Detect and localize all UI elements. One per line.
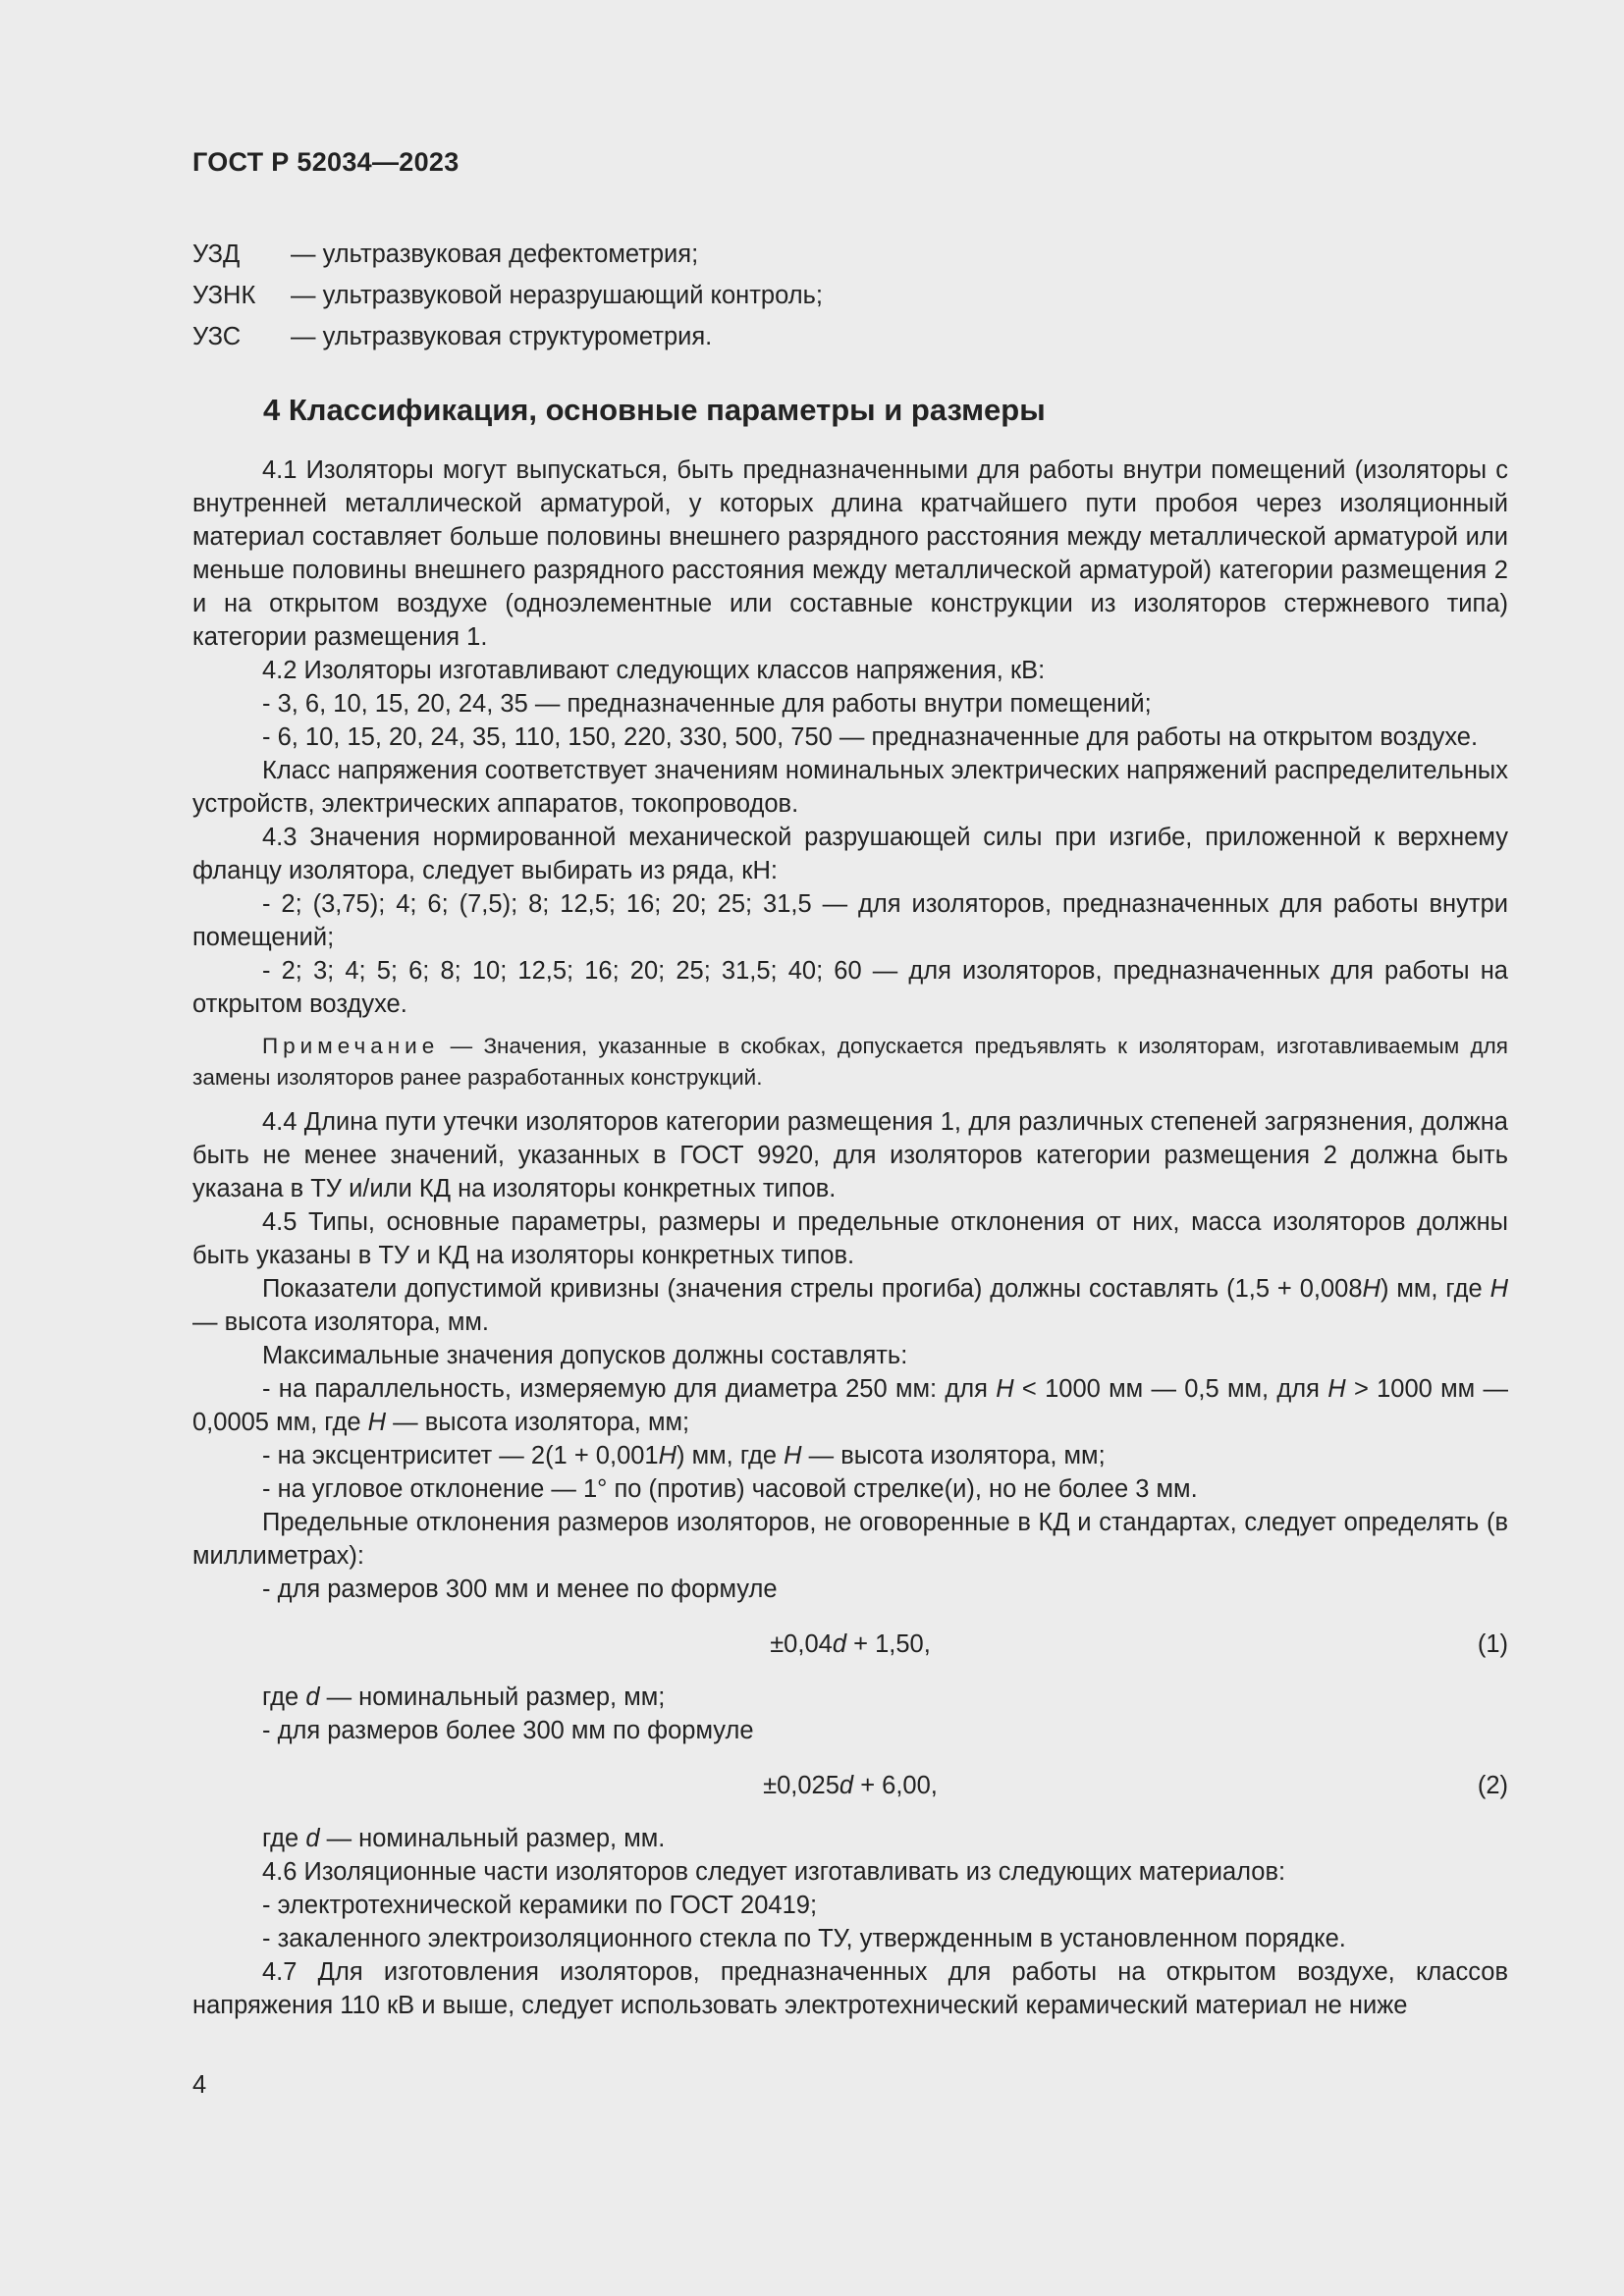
formula-where bbox=[192, 1681, 1508, 1714]
paragraph-4-1: 4.1 Изоляторы могут выпускаться, быть предназначенными для работы внутри помещений (изоляторы с внутренней металлической арматурой, у которых длина кратчайшего пути пробоя через изоляционный материал составляет больше половины внешнего разрядного расстояния между металлической арматурой или меньше половины внешнего разрядного расстояния между металлической арматурой) категории размещения 2 и на открытом воздухе (одноэлементные или составные конструкции из изоляторов стержневого типа) категории размещения 1. bbox=[192, 456, 1508, 651]
abbreviation-key: УЗС bbox=[192, 323, 242, 350]
list-item: - 2; (3,75); 4; 6; (7,5); 8; 12,5; 16; 20; 25; 31,5 — для изоляторов, предназначенных для работы внутри помещений; bbox=[192, 890, 1508, 951]
text-run: + 1,50, bbox=[846, 1630, 931, 1658]
abbreviation-row bbox=[192, 234, 823, 275]
text-run: ±0,025 bbox=[763, 1772, 839, 1799]
note-label: Примечание bbox=[262, 1034, 440, 1058]
text-run: — высота изолятора, мм. bbox=[192, 1308, 489, 1336]
list-item: - 6, 10, 15, 20, 24, 35, 110, 150, 220, 330, 500, 750 — предназначенные для работы на открытом воздухе. bbox=[262, 723, 1479, 751]
text-run: где bbox=[262, 1683, 306, 1711]
abbreviation-key: УЗД bbox=[192, 240, 241, 268]
text-run: ±0,04 bbox=[770, 1630, 833, 1658]
list-item bbox=[192, 1439, 1508, 1472]
list-item: - закаленного электроизоляционного стекла по ТУ, утвержденным в установленном порядке. bbox=[262, 1925, 1346, 1952]
var-h: H bbox=[1362, 1275, 1380, 1303]
paragraph-4-7: 4.7 Для изготовления изоляторов, предназначенных для работы на открытом воздухе, классов напряжения 110 кВ и выше, следует использовать электротехнический керамический материал не ниже bbox=[192, 1958, 1508, 2019]
text-run: — высота изолятора, мм; bbox=[801, 1442, 1106, 1469]
paragraph-curvature bbox=[192, 1272, 1508, 1339]
text-run: — номинальный размер, мм. bbox=[319, 1825, 666, 1852]
var-h: H bbox=[1327, 1375, 1346, 1403]
text-run: - на параллельность, измеряемую для диаметра 250 мм: для bbox=[262, 1375, 997, 1403]
formula-2 bbox=[192, 1769, 1508, 1802]
text-run: — высота изолятора, мм; bbox=[386, 1409, 690, 1436]
var-h: H bbox=[367, 1409, 387, 1436]
var-d: d bbox=[305, 1825, 320, 1852]
abbreviation-row bbox=[192, 316, 823, 357]
text-run: — номинальный размер, мм; bbox=[319, 1683, 666, 1711]
var-d: d bbox=[839, 1772, 854, 1799]
abbreviation-row bbox=[192, 275, 823, 316]
list-item: - на угловое отклонение — 1° по (против) часовой стрелке(и), но не более 3 мм. bbox=[262, 1475, 1198, 1503]
text-run: > 1000 мм — 0,0005 мм, где bbox=[192, 1375, 1508, 1436]
list-item bbox=[192, 1372, 1508, 1439]
text-run: - на эксцентриситет — 2(1 + 0,001 bbox=[262, 1442, 659, 1469]
abbreviation-key: УЗНК bbox=[192, 282, 256, 309]
var-h: H bbox=[1489, 1275, 1508, 1303]
abbreviation-text: — ультразвуковая дефектометрия; bbox=[291, 240, 699, 268]
paragraph-voltage-class: Класс напряжения соответствует значениям номинальных электрических напряжений распределительных устройств, электрических аппаратов, токопроводов. bbox=[192, 757, 1508, 818]
section-title: 4 Классификация, основные параметры и размеры bbox=[263, 393, 1046, 427]
paragraph-limit-deviations: Предельные отклонения размеров изоляторов, не оговоренные в КД и стандартах, следует определять (в миллиметрах): bbox=[192, 1509, 1508, 1570]
formula-number: (1) bbox=[1477, 1630, 1508, 1658]
list-item: - для размеров 300 мм и менее по формуле bbox=[262, 1575, 778, 1603]
paragraph-4-2: 4.2 Изоляторы изготавливают следующих классов напряжения, кВ: bbox=[262, 657, 1046, 684]
var-d: d bbox=[832, 1630, 847, 1658]
var-h: H bbox=[996, 1375, 1014, 1403]
paragraph-4-4: 4.4 Длина пути утечки изоляторов категории размещения 1, для различных степеней загрязнения, должна быть не менее значений, указанных в ГОСТ 9920, для изоляторов категории размещения 2 должна быть указана в ТУ и/или КД на изоляторы конкретных типов. bbox=[192, 1108, 1508, 1202]
note bbox=[192, 1031, 1508, 1094]
note-text: — Значения, указанные в скобках, допускается предъявлять к изоляторам, изготавливаемым для замены изоляторов ранее разработанных конструкций. bbox=[192, 1034, 1508, 1090]
list-item: - для размеров более 300 мм по формуле bbox=[262, 1717, 754, 1744]
text-run: < 1000 мм — 0,5 мм, для bbox=[1013, 1375, 1328, 1403]
paragraph-4-5: 4.5 Типы, основные параметры, размеры и предельные отклонения от них, масса изоляторов должны быть указаны в ТУ и КД на изоляторы конкретных типов. bbox=[192, 1208, 1508, 1269]
paragraph-tolerances: Максимальные значения допусков должны составлять: bbox=[262, 1342, 908, 1369]
paragraph-4-3: 4.3 Значения нормированной механической разрушающей силы при изгибе, приложенной к верхнему фланцу изолятора, следует выбирать из ряда, кН: bbox=[192, 824, 1508, 884]
text-run: + 6,00, bbox=[853, 1772, 938, 1799]
document-header: ГОСТ Р 52034—2023 bbox=[192, 147, 460, 177]
var-d: d bbox=[305, 1683, 320, 1711]
abbreviation-text: — ультразвуковая структурометрия. bbox=[291, 323, 713, 350]
formula-where bbox=[192, 1822, 1508, 1855]
formula-1 bbox=[192, 1628, 1508, 1661]
list-item: - электротехнической керамики по ГОСТ 20419; bbox=[262, 1892, 818, 1919]
abbreviation-text: — ультразвуковой неразрушающий контроль; bbox=[291, 282, 823, 309]
var-h: H bbox=[658, 1442, 677, 1469]
paragraph-4-6: 4.6 Изоляционные части изоляторов следует изготавливать из следующих материалов: bbox=[262, 1858, 1286, 1886]
list-item: - 3, 6, 10, 15, 20, 24, 35 — предназначенные для работы внутри помещений; bbox=[262, 690, 1152, 718]
page-number: 4 bbox=[192, 2071, 207, 2099]
document-body bbox=[192, 454, 1508, 2022]
text-run: где bbox=[262, 1825, 306, 1852]
formula-number: (2) bbox=[1477, 1772, 1508, 1799]
text-run: Показатели допустимой кривизны (значения стрелы прогиба) должны составлять (1,5 + 0,008 bbox=[262, 1275, 1363, 1303]
abbreviations-list bbox=[192, 234, 823, 357]
text-run: ) мм, где bbox=[677, 1442, 785, 1469]
var-h: H bbox=[784, 1442, 802, 1469]
text-run: ) мм, где bbox=[1380, 1275, 1490, 1303]
formula-expression bbox=[192, 1769, 1508, 1802]
list-item: - 2; 3; 4; 5; 6; 8; 10; 12,5; 16; 20; 25; 31,5; 40; 60 — для изоляторов, предназначенных для работы на открытом воздухе. bbox=[192, 957, 1508, 1018]
formula-expression bbox=[192, 1628, 1508, 1661]
